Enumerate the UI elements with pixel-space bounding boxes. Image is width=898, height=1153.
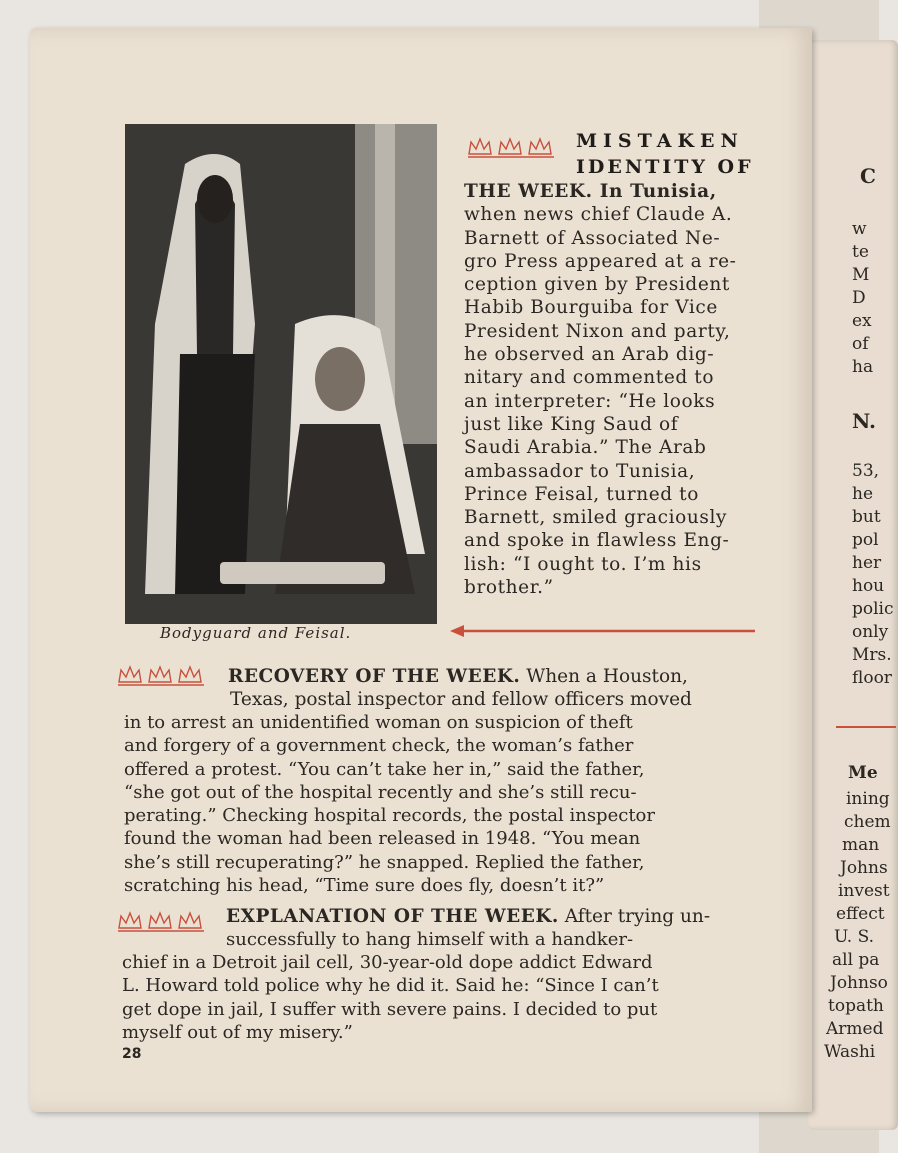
- article-line: offered a protest. “You can’t take her in,” said the father,: [124, 758, 645, 780]
- article-heading: MISTAKEN: [576, 130, 744, 152]
- article-line: “she got out of the hospital recently and she’s still recu-: [124, 781, 637, 803]
- next-page-fragment: of: [852, 334, 869, 354]
- next-page-divider: [836, 726, 896, 728]
- next-page-fragment: ex: [852, 311, 872, 331]
- next-page-fragment: ha: [852, 357, 874, 377]
- next-page-fragment: effect: [836, 904, 885, 924]
- article-line: successfully to hang himself with a handker-: [226, 929, 634, 950]
- next-page-fragment: only: [852, 622, 889, 642]
- article-heading: EXPLANATION OF THE WEEK.: [226, 906, 559, 927]
- article-line: he observed an Arab dig-: [464, 344, 715, 366]
- next-page-fragment: man: [842, 835, 880, 855]
- article-line: Barnett, smiled graciously: [464, 507, 728, 529]
- next-page-fragment: N.: [852, 409, 876, 433]
- article-line: nitary and commented to: [464, 367, 715, 389]
- next-page-fragment: te: [852, 242, 869, 262]
- article-recovery-line: [230, 688, 692, 711]
- article-line: found the woman had been released in 1948. “You mean: [124, 828, 641, 850]
- article-line: THE WEEK. In Tunisia,: [464, 181, 717, 202]
- next-page-fragment: polic: [852, 599, 894, 619]
- photo-bodyguard-and-feisal: [125, 124, 437, 624]
- next-page-edge: [808, 40, 898, 1130]
- next-page-fragment: hou: [852, 576, 885, 596]
- next-page-fragment: Armed: [826, 1019, 884, 1039]
- article-line: Barnett of Associated Ne-: [464, 227, 721, 249]
- article-mistaken-identity: [464, 180, 737, 599]
- article-explanation: [122, 951, 659, 1044]
- article-explanation-line: [226, 928, 633, 951]
- article-line: and spoke in flawless Eng-: [464, 530, 730, 552]
- arrow-left-icon: [450, 625, 755, 637]
- next-page-fragment: ining: [846, 789, 890, 809]
- next-page-fragment: he: [852, 484, 874, 504]
- next-page-fragment: but: [852, 507, 881, 527]
- crown-ornament-icon: [116, 904, 206, 934]
- crown-ornament-icon: [116, 658, 206, 688]
- article-line: myself out of my misery.”: [122, 1021, 353, 1043]
- page-number: 28: [122, 1046, 142, 1062]
- article-line: Saudi Arabia.” The Arab: [464, 437, 707, 459]
- next-page-fragment: 53,: [852, 461, 880, 481]
- article-line: get dope in jail, I suffer with severe pains. I decided to put: [122, 998, 658, 1020]
- crown-ornament-icon: [466, 130, 556, 160]
- photo-illustration: [125, 124, 437, 624]
- article-line: President Nixon and party,: [464, 320, 731, 342]
- article-line: an interpreter: “He looks: [464, 390, 716, 412]
- next-page-fragment: chem: [844, 812, 891, 832]
- article-line: and forgery of a government check, the woman’s father: [124, 735, 634, 757]
- article-line: she’s still recuperating?” he snapped. Replied the father,: [124, 851, 645, 873]
- article-line: After trying un-: [558, 906, 711, 927]
- article-heading: RECOVERY OF THE WEEK.: [228, 666, 521, 687]
- article-line: scratching his head, “Time sure does fly, doesn’t it?”: [124, 875, 605, 897]
- article-line: ception given by President: [464, 274, 730, 296]
- next-page-fragment: Johnso: [830, 973, 888, 993]
- article-line: gro Press appeared at a re-: [464, 250, 737, 272]
- article-line: ambassador to Tunisia,: [464, 460, 696, 482]
- article-line: chief in a Detroit jail cell, 30-year-old dope addict Edward: [122, 952, 653, 973]
- article-recovery: [124, 711, 655, 897]
- article-recovery-first-line: [228, 665, 688, 688]
- photo-caption: Bodyguard and Feisal.: [160, 624, 352, 642]
- article-line: when news chief Claude A.: [464, 204, 733, 226]
- article-heading: IDENTITY OF: [576, 156, 754, 178]
- article-line: Texas, postal inspector and fellow officers moved: [230, 689, 692, 710]
- article-line: perating.” Checking hospital records, the postal inspector: [124, 805, 655, 827]
- next-page-fragment: Me: [848, 763, 878, 783]
- next-page-fragment: pol: [852, 530, 879, 550]
- next-page-fragment: Mrs.: [852, 645, 892, 665]
- article-line: Habib Bourguiba for Vice: [464, 297, 718, 319]
- article-line: just like King Saud of: [464, 413, 679, 435]
- article-line: When a Houston,: [520, 666, 688, 687]
- article-line: in to arrest an unidentified woman on suspicion of theft: [124, 712, 633, 733]
- magazine-page: [30, 28, 812, 1112]
- next-page-fragment: topath: [828, 996, 884, 1016]
- next-page-fragment: Johns: [840, 858, 888, 878]
- next-page-fragment: C: [860, 164, 876, 188]
- next-page-fragment: Washi: [824, 1042, 876, 1062]
- next-page-fragment: her: [852, 553, 882, 573]
- next-page-fragment: w: [852, 219, 867, 239]
- next-page-fragment: invest: [838, 881, 890, 901]
- article-line: lish: “I ought to. I’m his: [464, 553, 702, 575]
- next-page-fragment: D: [852, 288, 866, 308]
- next-page-fragment: all pa: [832, 950, 880, 970]
- article-line: Prince Feisal, turned to: [464, 483, 699, 505]
- next-page-fragment: floor: [852, 668, 892, 688]
- next-page-fragment: M: [852, 265, 870, 285]
- article-explanation-first-line: [226, 905, 710, 928]
- article-line: brother.”: [464, 577, 554, 599]
- next-page-fragment: U. S.: [834, 927, 875, 947]
- article-line: L. Howard told police why he did it. Said he: “Since I can’t: [122, 975, 659, 997]
